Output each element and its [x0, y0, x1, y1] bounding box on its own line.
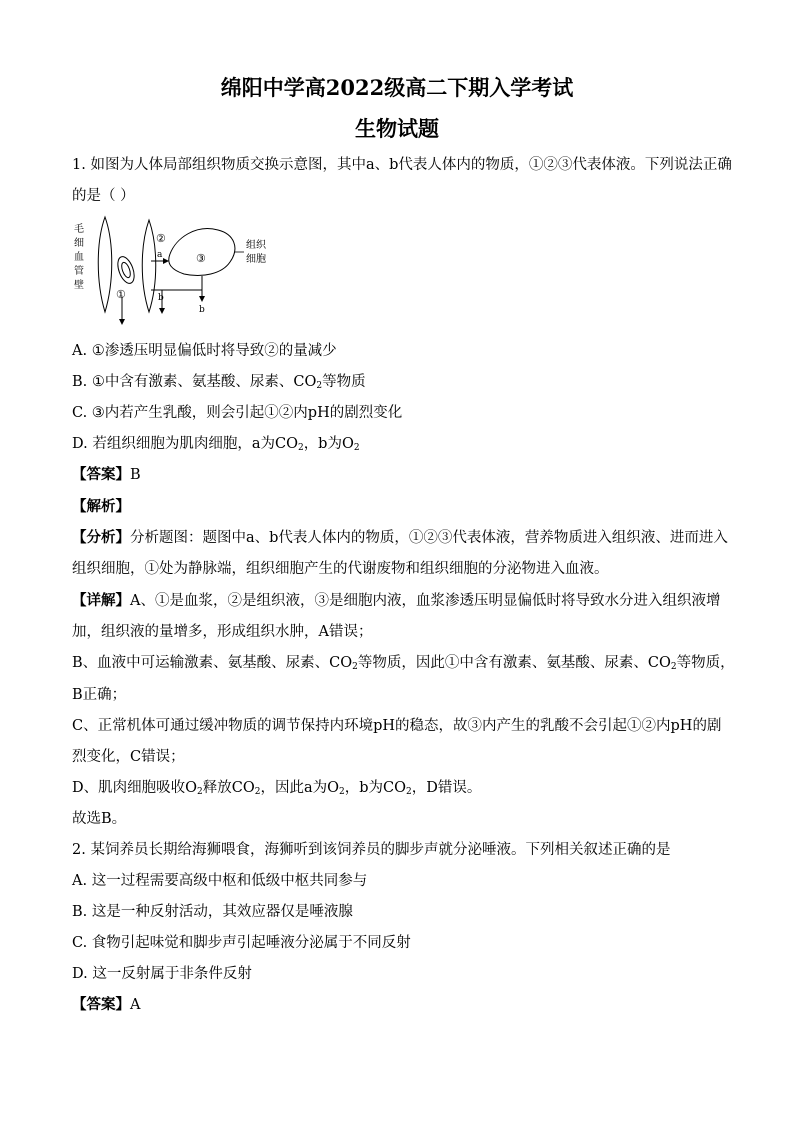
label-b-right: b [199, 305, 205, 315]
tissue-exchange-diagram [72, 212, 292, 330]
q1-detail-line2: 加，组织液的量增多，形成组织水肿，A错误； [72, 624, 373, 640]
q1-fenxi-line2: 组织细胞，①处为静脉端，组织细胞产生的代谢废物和组织细胞的分泌物进入血液。 [72, 561, 609, 577]
cell-label-1: 组织 [246, 240, 266, 251]
q2-stem: 2. 某饲养员长期给海狮喂食，海狮听到该饲养员的脚步声就分泌唾液。下列相关叙述正确的是 [72, 842, 671, 858]
exam-title: 绵阳中学高2022级高二下期入学考试 [220, 75, 574, 100]
wall-label-5: 壁 [74, 280, 84, 291]
cell-label-2: 细胞 [246, 254, 266, 265]
q1-detail-line3: B、血液中可运输激素、氨基酸、尿素、$CO_2$等物质，因此①中含有激素、氨基酸、尿素、$CO_2$等物质， [72, 655, 735, 672]
q1-detail-line4: B正确； [72, 687, 127, 703]
marker-2: ② [156, 232, 166, 245]
q1-conclusion: 故选B。 [72, 811, 127, 827]
arrow-head-1 [119, 319, 125, 325]
marker-1: ① [116, 288, 126, 301]
q1-fenxi-line1: 【分析】分析题图：题图中a、b代表人体内的物质，①②③代表体液，营养物质进入组织液、进而进入 [72, 529, 728, 546]
q2-option-c: C. 食物引起味觉和脚步声引起唾液分泌属于不同反射 [72, 935, 411, 951]
capillary-wall-left [98, 217, 112, 312]
marker-3: ③ [196, 252, 206, 265]
q1-answer: 【答案】B [72, 466, 141, 483]
q1-option-d: D. 若组织细胞为肌肉细胞，a为$CO_2$，b为$O_2$ [72, 436, 360, 453]
q1-analysis-tag: 【解析】 [72, 498, 130, 515]
q1-option-b: B. ①中含有激素、氨基酸、尿素、$CO_2$等物质 [72, 374, 366, 391]
q1-detail-line5: C、正常机体可通过缓冲物质的调节保持内环境pH的稳态，故③内产生的乳酸不会引起①②内pH的剧 [72, 718, 722, 734]
q2-answer: 【答案】A [72, 996, 141, 1013]
wall-label-2: 细 [74, 238, 84, 249]
wall-label-1: 毛 [74, 224, 84, 235]
q2-option-a: A. 这一过程需要高级中枢和低级中枢共同参与 [72, 873, 368, 889]
q2-option-d: D. 这一反射属于非条件反射 [72, 966, 252, 982]
arrow-b-down-head [159, 308, 165, 314]
q1-option-c: C. ③内若产生乳酸，则会引起①②内pH的剧烈变化 [72, 405, 403, 421]
label-a: a [157, 250, 163, 260]
arrow-cell-down-head [199, 296, 205, 302]
arrow-a-head [163, 258, 169, 264]
exam-subtitle: 生物试题 [355, 116, 439, 141]
blood-cell-outer [115, 254, 138, 285]
q2-option-b: B. 这是一种反射活动，其效应器仅是唾液腺 [72, 904, 353, 920]
q1-detail-line1: 【详解】A、①是血浆，②是组织液，③是细胞内液，血浆渗透压明显偏低时将导致水分进入组织液增 [72, 592, 721, 609]
wall-label-3: 血 [74, 252, 84, 263]
wall-label-4: 管 [74, 266, 84, 277]
blood-cell-inner [120, 261, 132, 278]
q1-option-a: A. ①渗透压明显偏低时将导致②的量减少 [72, 343, 337, 359]
q1-stem-line1: 1. 如图为人体局部组织物质交换示意图，其中a、b代表人体内的物质，①②③代表体液。下列说法正确 [72, 157, 732, 173]
capillary-wall-right [142, 220, 156, 312]
q1-stem-line2: 的是（ ） [72, 188, 135, 204]
label-b-left: b [158, 293, 164, 303]
q1-detail-line6: 烈变化，C错误； [72, 749, 185, 765]
q1-detail-line7: D、肌肉细胞吸收$O_2$释放$CO_2$，因此a为$O_2$，b为$CO_2$，D错误。 [72, 780, 482, 797]
